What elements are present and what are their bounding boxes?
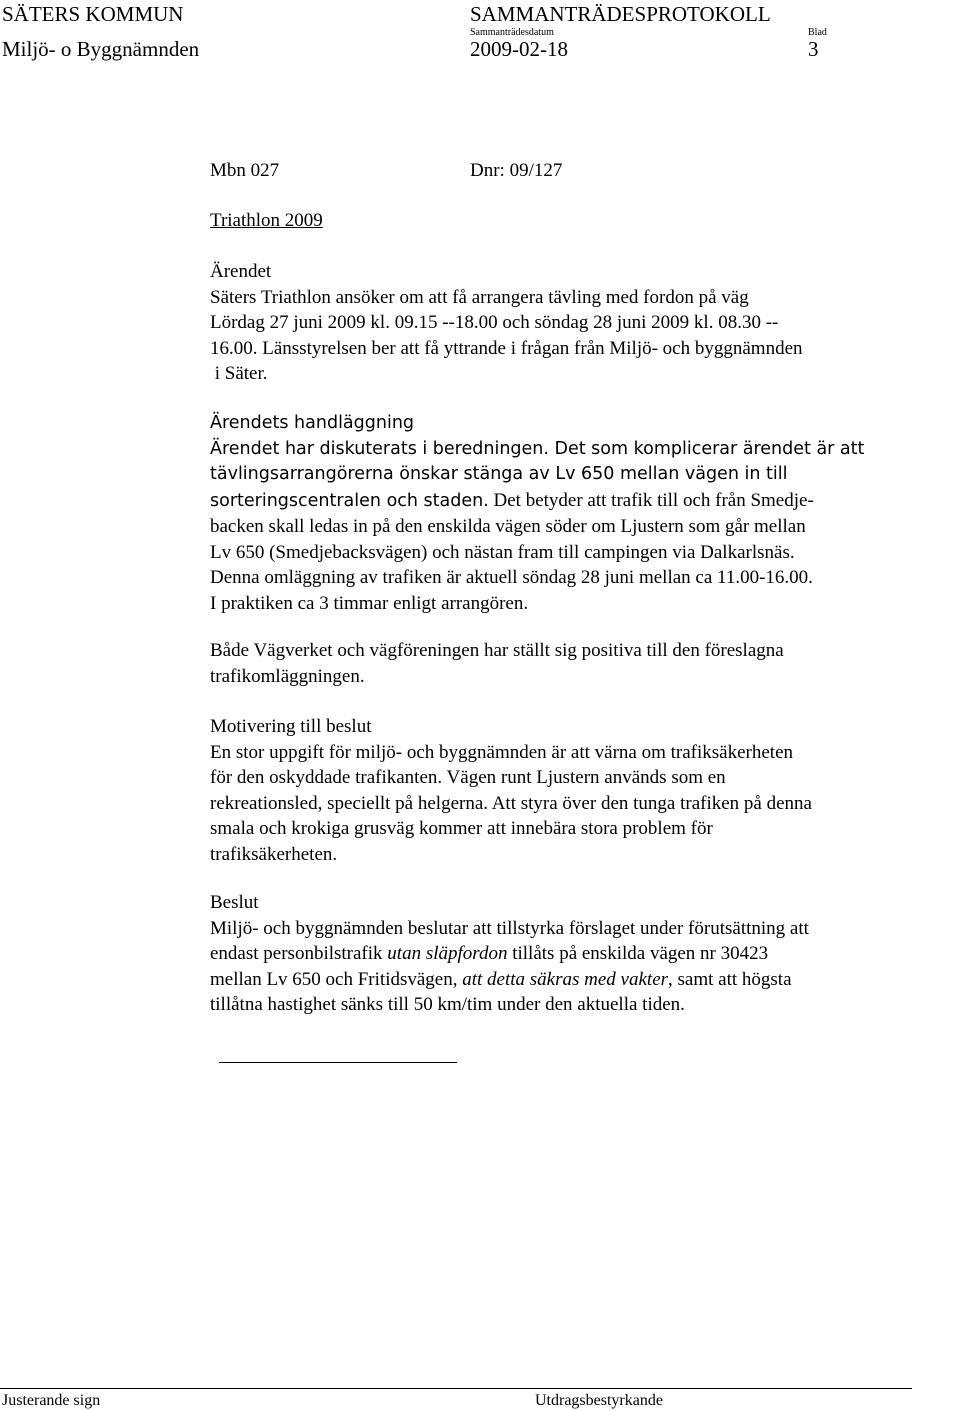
paragraph-line: Lördag 27 juni 2009 kl. 09.15 --18.00 och söndag 28 juni 2009 kl. 08.30 --	[210, 312, 779, 333]
paragraph-line	[210, 488, 950, 515]
footer-certification-label: Utdragsbestyrkande	[535, 1392, 663, 1409]
text-run: endast personbilstrafik	[210, 943, 388, 964]
footer-signature-label: Justerande sign	[2, 1392, 101, 1409]
text-run: tillåts på enskilda vägen nr 30423	[507, 943, 769, 964]
diary-number: Dnr: 09/127	[470, 160, 563, 181]
paragraph-line: i Säter.	[210, 363, 268, 384]
paragraph-line: 16.00. Länsstyrelsen ber att få yttrande i frågan från Miljö- och byggnämnden	[210, 337, 803, 359]
section-beslut	[210, 890, 950, 1018]
paragraph-line: Miljö- och byggnämnden beslutar att tillstyrka förslaget under förutsättning att	[210, 917, 809, 939]
paragraph-line	[210, 967, 950, 993]
text-run: mellan Lv 650 och Fritidsvägen,	[210, 968, 463, 990]
paragraph-line: Säters Triathlon ansöker om att få arrangera tävling med fordon på väg	[210, 286, 749, 308]
meeting-date: 2009-02-18	[470, 37, 568, 61]
paragraph-line: Denna omläggning av trafiken är aktuell söndag 28 juni mellan ca 11.00-16.00.	[210, 567, 813, 588]
paragraph-line: Lv 650 (Smedjebacksvägen) och nästan fram till campingen via Dalkarlsnäs.	[210, 541, 795, 563]
mixed-line-sans: sorteringscentralen och staden.	[210, 490, 489, 511]
section-handlaggning	[210, 411, 950, 616]
paragraph-line: rekreationsled, speciellt på helgerna. Att styra över den tunga trafiken på denna	[210, 792, 812, 814]
page-number: 3	[808, 37, 819, 61]
date-label: Sammanträdesdatum	[470, 27, 554, 38]
mixed-line-serif: Det betyder att trafik till och från Smedje-	[488, 489, 814, 511]
paragraph-line: backen skall ledas in på den enskilda vägen söder om Ljustern som går mellan	[210, 516, 806, 537]
section-arendet	[210, 259, 950, 387]
paragraph-line: I praktiken ca 3 timmar enligt arrangören.	[210, 592, 529, 614]
case-number: Mbn 027	[210, 160, 280, 181]
emphasis-text: utan släpfordon	[387, 943, 508, 964]
paragraph-line: Både Vägverket och vägföreningen har ställt sig positiva till den föreslagna	[210, 640, 784, 661]
document-type: SAMMANTRÄDESPROTOKOLL	[470, 2, 771, 26]
section-motivering	[210, 714, 950, 867]
paragraph-line: Ärendet har diskuterats i beredningen. Det som komplicerar ärendet är att	[210, 438, 865, 459]
section-heading: Ärendet	[210, 261, 272, 282]
section-divider	[219, 1062, 457, 1063]
emphasis-text: att detta säkras med vakter	[462, 968, 669, 990]
paragraph-vagverket	[210, 638, 950, 689]
paragraph-line: trafikomläggningen.	[210, 665, 365, 687]
municipality-name: SÄTERS KOMMUN	[2, 2, 184, 26]
paragraph-line: smala och krokiga grusväg kommer att innebära stora problem för	[210, 818, 713, 839]
text-run: , samt att högsta	[668, 968, 792, 990]
section-heading: Beslut	[210, 892, 259, 913]
paragraph-line: tävlingsarrangörerna önskar stänga av Lv 650 mellan vägen in till	[210, 464, 788, 484]
paragraph-line: trafiksäkerheten.	[210, 843, 338, 865]
paragraph-line: för den oskyddade trafikanten. Vägen runt Ljustern används som en	[210, 767, 726, 788]
case-title: Triathlon 2009	[210, 210, 323, 231]
paragraph-line: tillåtna hastighet sänks till 50 km/tim under den aktuella tiden.	[210, 994, 685, 1015]
footer-rule	[0, 1388, 912, 1389]
section-heading: Motivering till beslut	[210, 716, 372, 737]
section-heading: Ärendets handläggning	[210, 413, 415, 433]
committee-name: Miljö- o Byggnämnden	[2, 37, 200, 61]
paragraph-line	[210, 941, 950, 967]
paragraph-line: En stor uppgift för miljö- och byggnämnden är att värna om trafiksäkerheten	[210, 741, 794, 763]
page-label: Blad	[808, 27, 827, 38]
